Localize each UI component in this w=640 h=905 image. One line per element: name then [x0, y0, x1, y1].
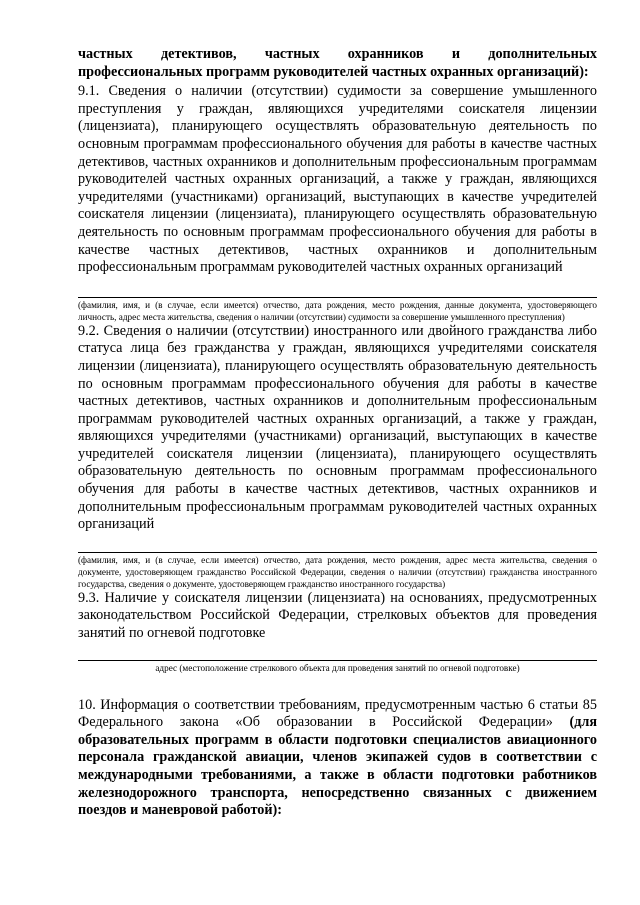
section-10-bold: (для образовательных программ в области подготовки специалистов авиационного персонала гражданской авиации, членов экипажей судов в соответствии с международными требованиями, а также в области подготовки работников железнодорожного транспорта, непосредственно связанных с движением поездов и маневровой работой):	[78, 714, 598, 819]
section-9-3-note: адрес (местоположение стрелкового объекта для проведения занятий по огневой подготовке)	[155, 662, 520, 673]
section-10-text	[78, 697, 597, 820]
section-9-2-fill-line	[78, 552, 597, 553]
section-9-1-note: (фамилия, имя, и (в случае, если имеется) отчество, дата рождения, место рождения, данные документа, удостоверяющего личность, адрес места жительства, сведения о наличии (отсутствии) судимости за совершение умышленного преступления)	[78, 299, 597, 322]
section-9-3-fill-line	[78, 660, 597, 661]
section-9-2-note: (фамилия, имя, и (в случае, если имеется) отчество, дата рождения, место рождения, адрес места жительства, сведения о документе, удостоверяющем гражданство Российской Федерации, сведения о наличии (отсутствии) гражданства иностранного государства, сведения о документе, удостоверяющем гражданство иностранного государства)	[78, 554, 597, 589]
section-9-2-text: 9.2. Сведения о наличии (отсутствии) иностранного или двойного гражданства либо статуса лица без гражданства у граждан, являющихся учредителями соискателя лицензии (лицензиата), планирующего осуществлять образовательную деятельность по основным программам профессионального обучения для работы в качестве частных детективов, частных охранников и дополнительным профессиональным программам руководителей частных охранных организаций, а также у граждан, являющихся учредителями (участниками) организаций, выступающих в качестве учредителей соискателя лицензии (лицензиата), планирующего осуществлять образовательную деятельность по основным программам профессионального обучения для работы в качестве частных детективов, частных охранников и дополнительным профессиональным программам руководителей частных охранных организаций	[78, 322, 597, 533]
document-page	[78, 46, 597, 820]
section-9-1-text: 9.1. Сведения о наличии (отсутствии) судимости за совершение умышленного преступления у граждан, являющихся учредителями соискателя лицензии (лицензиата), планирующего осуществлять образовательную деятельность по основным программам профессионального обучения для работы в качестве частных детективов, частных охранников и дополнительным профессиональным программам руководителей частных охранных организаций, а также у граждан, являющихся учредителями (участниками) организаций, выступающих в качестве учредителей соискателя лицензии (лицензиата), планирующего осуществлять образовательную деятельность по основным программам профессионального обучения для работы в качестве частных детективов, частных охранников и дополнительным профессиональным программам руководителей частных охранных организаций	[78, 83, 597, 276]
section-9-1-fill-line	[78, 297, 597, 298]
section-10-regular: 10. Информация о соответствии требованиям, предусмотренным частью 6 статьи 85 Федерального закона «Об образовании в Российской Федерации»	[78, 696, 597, 731]
section-9-3-text: 9.3. Наличие у соискателя лицензии (лицензиата) на основаниях, предусмотренных законодательством Российской Федерации, стрелковых объектов для проведения занятий по огневой подготовке	[78, 589, 597, 642]
intro-bold-text: частных детективов, частных охранников и дополнительных профессиональных программ руководителей частных охранных организаций):	[78, 46, 597, 80]
